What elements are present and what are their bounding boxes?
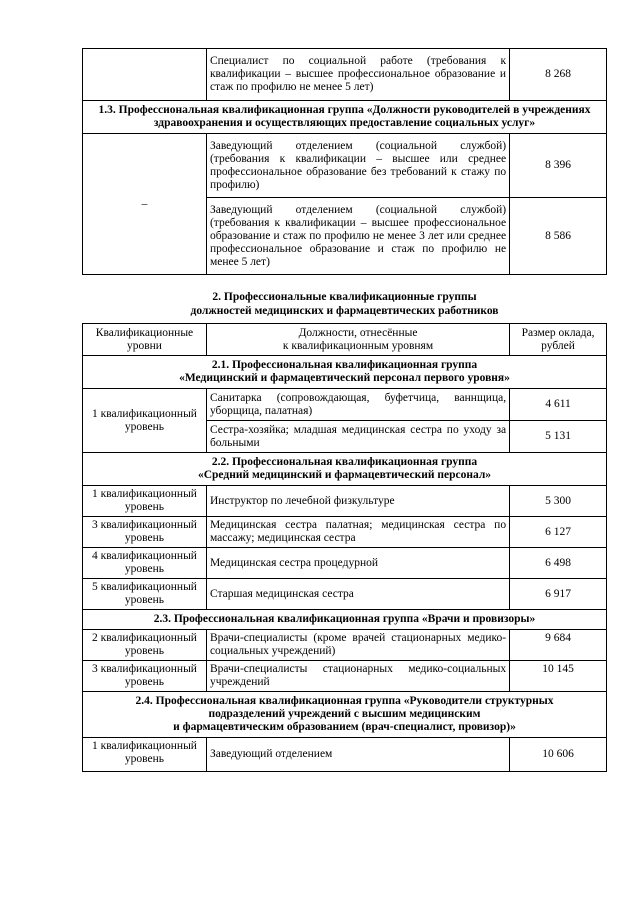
salary-cell: 10 145 (510, 661, 607, 692)
group-title-2-4: 2.4. Профессиональная квалификационная группа «Руководители структурных подразделений учреждений с высшим медицинским и фармацевтическим образованием (врач-специалист, провизор)» (83, 692, 607, 738)
position-cell: Медицинская сестра палатная; медицинская сестра по массажу; медицинская сестра (206, 517, 509, 548)
header-level: Квалификационные уровни (83, 324, 207, 356)
salary-cell: 6 498 (510, 548, 607, 579)
table-social-services (82, 48, 607, 275)
salary-cell: 9 684 (510, 630, 607, 661)
table-row (83, 661, 607, 692)
group-title-2-2: 2.2. Профессиональная квалификационная группа «Средний медицинский и фармацевтический персонал» (83, 453, 607, 486)
position-cell: Старшая медицинская сестра (206, 579, 509, 610)
table-row (83, 579, 607, 610)
position-cell: Сестра-хозяйка; младшая медицинская сестра по уходу за больными (206, 421, 509, 453)
position-cell: Заведующий отделением (206, 738, 509, 772)
table-row (83, 630, 607, 661)
level-cell: 3 квалификационный уровень (83, 661, 207, 692)
table-medical-staff (82, 323, 607, 772)
salary-cell: 8 268 (510, 49, 607, 101)
group-header-row (83, 692, 607, 738)
header-salary: Размер оклада, рублей (510, 324, 607, 356)
position-cell: Инструктор по лечебной физкультуре (206, 486, 509, 517)
group-header-row (83, 453, 607, 486)
position-cell: Медицинская сестра процедурной (206, 548, 509, 579)
position-cell: Заведующий отделением (социальной службой) (требования к квалификации – высшее или среднее профессиональное образование без требований к стажу по профилю) (206, 134, 509, 198)
position-cell: Санитарка (сопровождающая, буфетчица, ваннщица, уборщица, палатная) (206, 389, 509, 421)
group-header-row (83, 610, 607, 630)
level-cell: 2 квалификационный уровень (83, 630, 207, 661)
salary-cell: 5 131 (510, 421, 607, 453)
group-header-row (83, 101, 607, 134)
level-cell: 1 квалификационный уровень (83, 389, 207, 453)
position-cell: Заведующий отделением (социальной службой) (требования к квалификации – высшее профессиональное образование и стаж по профилю не менее 3 лет или среднее профессиональное образование и стаж по профилю не менее 5 лет) (206, 198, 509, 275)
salary-cell: 10 606 (510, 738, 607, 772)
salary-cell: 5 300 (510, 486, 607, 517)
salary-cell: 6 917 (510, 579, 607, 610)
table-row (83, 517, 607, 548)
section-title: 2. Профессиональные квалификационные группы должностей медицинских и фармацевтических работников (190, 291, 499, 317)
level-cell: 4 квалификационный уровень (83, 548, 207, 579)
table-row (83, 548, 607, 579)
level-cell: 1 квалификационный уровень (83, 738, 207, 772)
position-cell: Врачи-специалисты (кроме врачей стационарных медико-социальных учреждений) (206, 630, 509, 661)
table-row (83, 49, 607, 101)
level-cell: – (83, 134, 207, 275)
position-cell: Врачи-специалисты стационарных медико-социальных учреждений (206, 661, 509, 692)
level-cell: 5 квалификационный уровень (83, 579, 207, 610)
group-header-row (83, 356, 607, 389)
header-position: Должности, отнесённые к квалификационным уровням (206, 324, 509, 356)
group-title-1-3: 1.3. Профессиональная квалификационная группа «Должности руководителей в учреждениях здравоохранения и осуществляющих предоставление социальных услуг» (83, 101, 607, 134)
table-row (83, 134, 607, 198)
position-cell: Специалист по социальной работе (требования к квалификации – высшее профессиональное образование и стаж по профилю не менее 5 лет) (206, 49, 509, 101)
table-row (83, 738, 607, 772)
group-title-2-3: 2.3. Профессиональная квалификационная группа «Врачи и провизоры» (83, 610, 607, 630)
salary-cell: 8 586 (510, 198, 607, 275)
salary-cell: 4 611 (510, 389, 607, 421)
salary-cell: 8 396 (510, 134, 607, 198)
level-cell: 1 квалификационный уровень (83, 486, 207, 517)
group-title-2-1: 2.1. Профессиональная квалификационная группа «Медицинский и фармацевтический персонал первого уровня» (83, 356, 607, 389)
header-row (83, 324, 607, 356)
table-row (83, 486, 607, 517)
level-cell: 3 квалификационный уровень (83, 517, 207, 548)
level-cell (83, 49, 207, 101)
salary-cell: 6 127 (510, 517, 607, 548)
table-row (83, 389, 607, 421)
